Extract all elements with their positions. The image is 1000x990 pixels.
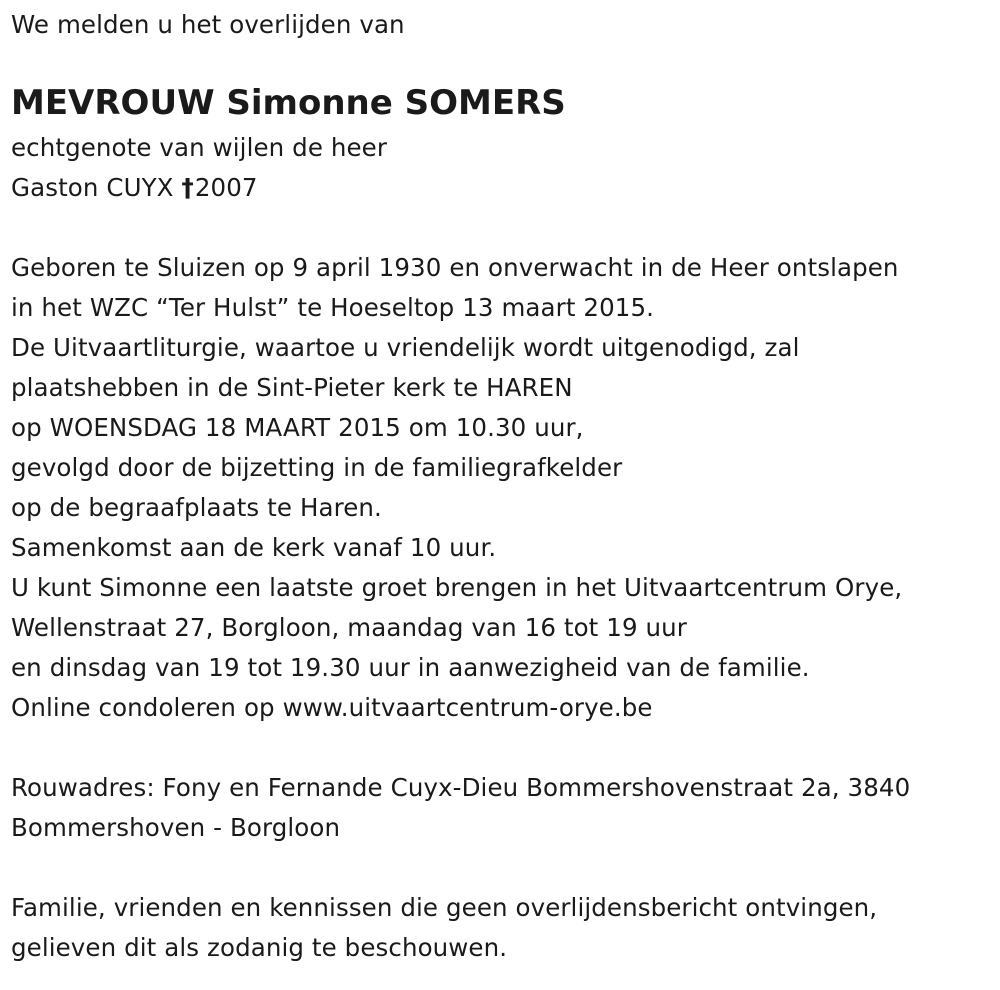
spacer [11, 208, 996, 248]
detail-line: Samenkomst aan de kerk vanaf 10 uur. [11, 533, 497, 562]
spouse-line-1: echtgenote van wijlen de heer [11, 133, 388, 162]
detail-line: op de begraafplaats te Haren. [11, 493, 382, 522]
detail-line: in het WZC “Ter Hulst” te Hoeseltop 13 maart 2015. [11, 293, 655, 322]
closing-line: gelieven dit als zodanig te beschouwen. [11, 933, 508, 962]
closing-line: Familie, vrienden en kennissen die geen overlijdensbericht ontvingen, [11, 893, 878, 922]
address-line: Rouwadres: Fony en Fernande Cuyx-Dieu Bommershovenstraat 2a, 3840 [11, 773, 911, 802]
spacer [11, 728, 996, 768]
detail-line: en dinsdag van 19 tot 19.30 uur in aanwezigheid van de familie. [11, 653, 810, 682]
spouse-death-year: 2007 [194, 173, 258, 202]
spacer [11, 848, 996, 888]
death-notice [11, 6, 996, 968]
detail-line: plaatshebben in de Sint-Pieter kerk te HAREN [11, 373, 573, 402]
detail-line: Wellenstraat 27, Borgloon, maandag van 16 tot 19 uur [11, 613, 687, 642]
cross-icon: † [181, 173, 194, 202]
intro-text: We melden u het overlijden van [11, 10, 405, 39]
spouse-line-2 [11, 168, 996, 208]
address-line: Bommershoven - Borgloon [11, 813, 341, 842]
detail-line: Geboren te Sluizen op 9 april 1930 en onverwacht in de Heer ontslapen [11, 253, 899, 282]
details-block [11, 248, 996, 728]
detail-line: op WOENSDAG 18 MAART 2015 om 10.30 uur, [11, 413, 584, 442]
spouse-name: Gaston CUYX [11, 173, 182, 202]
detail-line: U kunt Simonne een laatste groet brengen in het Uitvaartcentrum Orye, [11, 573, 903, 602]
detail-line: De Uitvaartliturgie, waartoe u vriendelijk wordt uitgenodigd, zal [11, 333, 800, 362]
closing-note [11, 888, 996, 968]
deceased-name: MEVROUW Simonne SOMERS [11, 83, 566, 123]
condolence-link-line: Online condoleren op www.uitvaartcentrum-orye.be [11, 693, 653, 722]
mourning-address [11, 768, 996, 848]
detail-line: gevolgd door de bijzetting in de familiegrafkelder [11, 453, 623, 482]
